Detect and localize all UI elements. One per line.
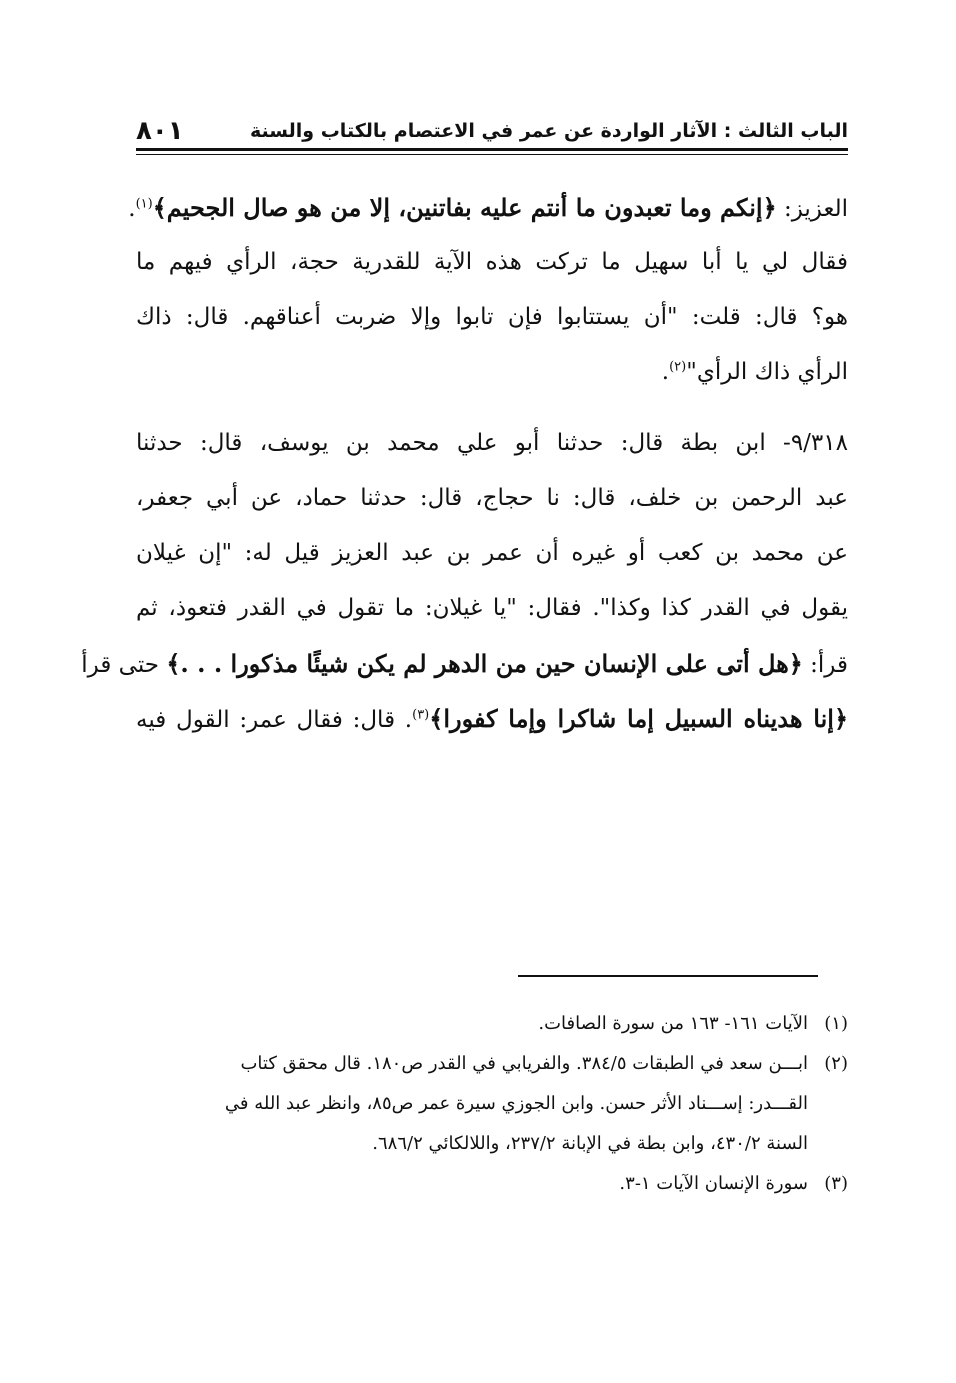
footnote-text: القـــدر: إســـناد الأثر حسن. وابن الجوزي سيرة عمر ص٨٥، وانظر عبد الله في xyxy=(224,1093,808,1114)
quran-verse: ﴿إنا هديناه السبيل إما شاكرا وإما كفورا﴾ xyxy=(429,704,849,733)
main-text xyxy=(81,180,849,746)
text-line: ٩/٣١٨- ابن بطة قال: حدثنا أبو علي محمد بن يوسف، قال: حدثنا xyxy=(136,430,848,456)
header-rule-thick xyxy=(136,148,848,151)
footnote-text: ابـــن سعد في الطبقات ٣٨٤/٥. والفريابي في القدر ص١٨٠. قال محقق كتاب xyxy=(240,1053,808,1074)
quran-verse: ﴿هل أتى على الإنسان حين من الدهر لم يكن شيئًا مذكورا . . .﴾ xyxy=(166,649,803,678)
text-line: قرأ: ﴿هل أتى على الإنسان حين من الدهر لم يكن شيئًا مذكورا . . .﴾ حتى قرأ xyxy=(81,649,848,678)
text-line: هو؟ قال: قلت: "أن يستتابوا فإن تابوا وإلا ضربت أعناقهم. قال: ذاك xyxy=(136,304,848,330)
text-line: العزيز: ﴿إنكم وما تعبدون ما أنتم عليه بفاتنين، إلا من هو صال الجحيم﴾$^{(١)}$. xyxy=(128,193,848,222)
text-line: ﴿إنا هديناه السبيل إما شاكرا وإما كفورا﴾$^{(٣)}$. قال: فقال عمر: القول فيه xyxy=(136,704,849,733)
text-line: فقال لي يا أبا سهيل ما تركت هذه الآية للقدرية حجة، الرأي فيهم ما xyxy=(136,249,848,275)
header-rule-thin xyxy=(136,154,848,155)
footnote-1 xyxy=(136,1004,848,1044)
footnote-3 xyxy=(136,1164,848,1204)
quran-verse: ﴿إنكم وما تعبدون ما أنتم عليه بفاتنين، إلا من هو صال الجحيم﴾ xyxy=(152,193,777,222)
footnotes xyxy=(136,1004,848,1204)
footnote-ref: (٢) xyxy=(669,359,687,375)
footnote-text: السنة ٤٣٠/٢، وابن بطة في الإبانة ٢٣٧/٢، واللالكائي ٦٨٦/٢. xyxy=(372,1133,808,1154)
running-title: الباب الثالث : الآثار الواردة عن عمر في الاعتصام بالكتاب والسنة xyxy=(250,120,848,142)
text-line: عن محمد بن كعب أو غيره أن عمر بن عبد العزيز قيل له: "إن غيلان xyxy=(136,540,848,566)
text-line: يقول في القدر كذا وكذا". فقال: "يا غيلان: ما تقول في القدر فتعوذ، ثم xyxy=(136,595,848,621)
footnote-text: سورة الإنسان الآيات ١-٣. xyxy=(619,1173,808,1194)
paragraph-2 xyxy=(81,416,849,746)
footnote-text: الآيات ١٦١- ١٦٣ من سورة الصافات. xyxy=(538,1013,808,1034)
footnote-ref: (٣) xyxy=(412,707,430,723)
footnote-number: (١) xyxy=(824,1013,848,1034)
page-header xyxy=(136,112,848,146)
footnote-separator xyxy=(518,975,818,977)
text-line: الرأي ذاك الرأي"$^{(٢)}$. xyxy=(661,359,848,385)
footnote-2 xyxy=(136,1044,848,1164)
page-number: ٨٠١ xyxy=(136,116,184,146)
paragraph-1 xyxy=(128,180,848,400)
footnote-number: (٣) xyxy=(824,1173,848,1194)
footnote-ref: (١) xyxy=(135,196,153,212)
footnote-number: (٢) xyxy=(824,1053,848,1074)
text-line: عبد الرحمن بن خلف، قال: نا حجاج، قال: حدثنا حماد، عن أبي جعفر، xyxy=(136,485,848,511)
